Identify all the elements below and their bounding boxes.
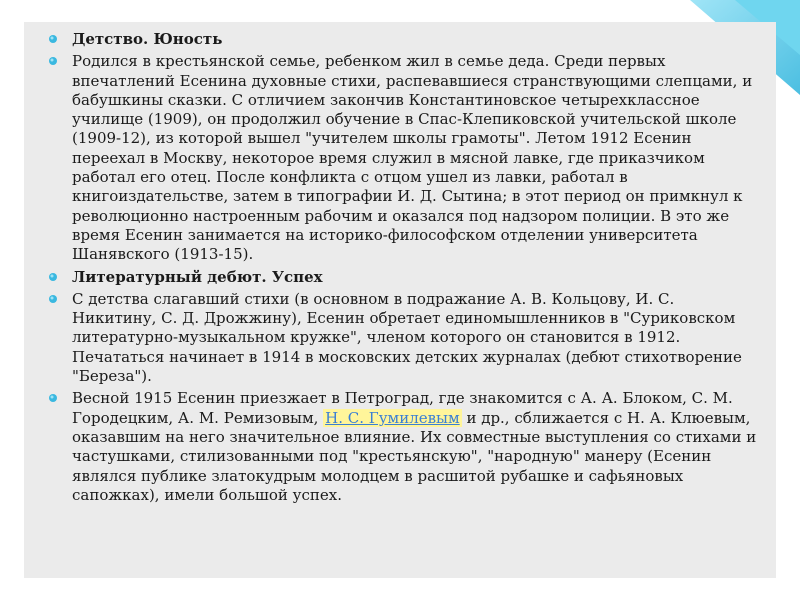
slide-content [48,30,758,508]
bullet-text: Детство. Юность [72,30,223,48]
bullet-icon [48,393,58,403]
paragraph-childhood [48,52,758,264]
bullet-text: Литературный дебют. Успех [72,267,323,286]
bullet-icon [48,272,58,282]
section-heading-childhood [48,30,758,49]
bullet-text: С детства слагавший стихи (в основном в подражание А. В. Кольцову, И. С. Никитину, С. Д. Дрожжину), Есенин обретает единомышленников в "Суриковском литературно-музыкальном кружке", членом которого он становится в 1912. Печататься начинает в 1914 в московских детских журналах (дебют стихотворение "Береза"). [72,289,742,386]
paragraph-debut [48,290,758,386]
bullet-icon [48,56,58,66]
gumilev-link[interactable]: Н. С. Гумилевым [325,408,460,427]
bullet-text: Родился в крестьянской семье, ребенком жил в семье деда. Среди первых впечатлений Есенина духовные стихи, распевавшиеся странствующими слепцами, и бабушкины сказки. С отличием закончив Константиновское четырехклассное училище (1909), он продолжил обучение в Спас-Клепиковской учительской школе (1909-12), из которой вышел "учителем школы грамоты". Летом 1912 Есенин переехал в Москву, некоторое время служил в мясной лавке, где приказчиком работал его отец. После конфликта с отцом ушел из лавки, работал в книгоиздательстве, затем в типографии И. Д. Сытина; в этот период он примкнул к революционно настроенным рабочим и оказался под надзором полиции. В это же время Есенин занимается на историко-философском отделении университета Шанявского (1913-15). [72,52,753,264]
bullet-text-before-link: Весной 1915 Есенин приезжает в Петроград, где знакомится с А. А. Блоком, С. М. Городецким, А. М. Ремизовым, [72,389,733,427]
bullet-icon [48,34,58,44]
section-heading-debut [48,268,758,287]
paragraph-petrograd [48,389,758,505]
bullet-icon [48,294,58,304]
bullet-text-after-link: и др., сближается с Н. А. Клюевым, оказавшим на него значительное влияние. Их совместные выступления со стихами и частушками, стилизованными под "крестьянскую", "народную" манеру (Есенин являлся публике златокудрым молодцем в расшитой рубашке и сафьяновых сапожках), имели большой успех. [72,408,757,504]
